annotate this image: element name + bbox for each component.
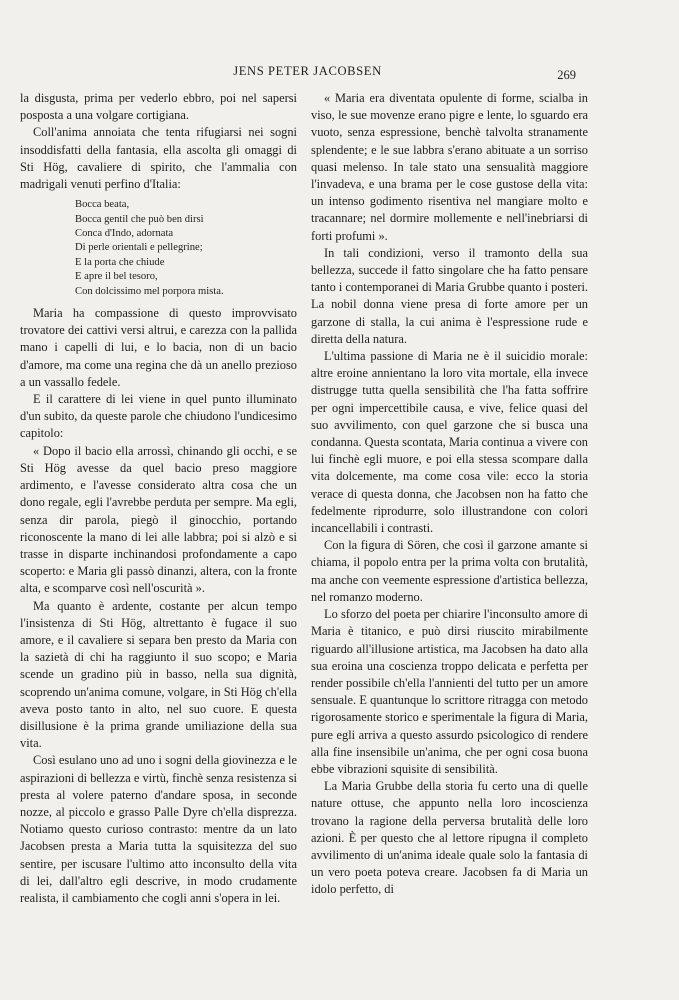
quoted-paragraph: « Maria era diventata opulente di forme, scialba in viso, le sue movenze erano pigre e lente, lo sguardo era vuoto, senza espressione, benchè talvolta stranamente splendente; e le sue labbra s'erano abituate a un sorriso quasi melenso. In tale stato una sensualità maggiore l'invadeva, e una brama per le cose gustose della vita: un intenso godimento risentiva nel mangiare molto e tracannare; nel dormire mollemente e nell'inebriarsi di forti profumi ».	[311, 91, 588, 243]
paragraph: L'ultima passione di Maria ne è il suicidio morale: altre eroine annientano la loro vita mortale, ella invece distrugge tutta quella sensibilità che l'ha fatta soffrire per ogni impercettibile causa, e vive, felice quasi del suo avvilimento, con quel garzone che si busca una condanna. Questa scontata, Maria continua a vivere con lui finchè egli muore, e poi ella stessa scompare dalla vita dolcemente, ma come cosa vile: ecco la storia verace di questa donna, che Jacobsen non ha fatto che fedelmente riprodurre, solo illustrandone con colori incancellabili i contrasti.	[311, 349, 588, 536]
left-column	[20, 90, 297, 907]
poem-line: Bocca beata,	[75, 199, 130, 211]
paragraph: Maria ha compassione di questo improvvisato trovatore dei cattivi versi altrui, e carezza con la pallida mano i capelli di lui, e lo bacia, non di un bacio d'amore, ma come una regina che dà un anello prezioso a un vassallo fedele.	[20, 306, 297, 389]
paragraph: Ma quanto è ardente, costante per alcun tempo l'insistenza di Sti Hög, altrettanto è fugace il suo amore, e il cavaliere si separa ben presto da Maria con la sazietà di chi ha raggiunto il suo scopo; e Maria scende un gradino più in basso, nella sua dignità, scoprendo un'anima comune, volgare, in Sti Hög ch'ella aveva posto tanto in alto, nel suo cuore. E questa disillusione è la prima grande umiliazione della sua vita.	[20, 598, 297, 751]
paragraph: la disgusta, prima per vederlo ebbro, poi nel sapersi posposta a una volgare cortigiana.	[20, 91, 297, 123]
paragraph: In tali condizioni, verso il tramonto della sua bellezza, succede il fatto singolare che ha fatto pensare tanto i contemporanei di Maria Grubbe quanto i posteri. La nobil donna viene presa di forte amore per un garzone di stalla, la cui anima è l'espressione rude e diretta della natura.	[311, 245, 588, 346]
quoted-paragraph: « Dopo il bacio ella arrossì, chinando gli occhi, e se Sti Hög avesse da quel bacio preso maggiore ardimento, e l'avesse considerato altra cosa che un dono regale, egli l'avrebbe perduta per sempre. Ma egli, senza dir parola, piegò il ginocchio, portando riconoscente la mano di lei alle labbra; poi si alzò e si trasse in disparte inchinandosi profondamente a capo scoperto: e Maria gli passò dinanzi, altera, con la fronte alta, e scomparve così nell'oscurità ».	[20, 443, 297, 596]
poem-line: Conca d'Indo, adornata	[75, 228, 174, 240]
paragraph: La Maria Grubbe della storia fu certo una di quelle nature ottuse, che appunto nella loro incoscienza trovano la ragione della perversa brutalità delle loro azioni. È per questo che al lettore ripugna il completo avvilimento di un'anima ideale quale solo la fantasia di un vero poeta poteva creare. Jacobsen fa di Maria un idolo perfetto, di	[311, 779, 588, 897]
poem-line: Con dolcissimo mel porpora mista.	[75, 285, 224, 297]
poem-line: Di perle orientali e pellegrine;	[75, 242, 203, 254]
right-column	[311, 90, 588, 899]
running-title: JENS PETER JACOBSEN	[233, 64, 382, 78]
paragraph: Così esulano uno ad uno i sogni della giovinezza e le aspirazioni di bellezza e virtù, finchè senza resistenza si presta al volere paterno d'andare sposa, in seconde nozze, al piccolo e grasso Palle Dyre ch'ella disprezza. Notiamo questo curioso contrasto: mentre da un lato Jacobsen presta a Maria tutta la squisitezza del suo sentire, per iscusare l'ultimo atto inconsulto della vita di lei, dall'altro egli descrive, in modo crudamente realista, il cambiamento che cogli anni s'opera in lei.	[20, 753, 297, 905]
paragraph: Lo sforzo del poeta per chiarire l'inconsulto amore di Maria è titanico, e può dirsi riuscito mirabilmente riguardo all'illusione artistica, ma Jacobsen ha dato alla sua eroina una coscienza troppo delicata e perfetta per render possibile ch'ella l'annienti del tutto per un amore sensuale. E quantunque lo scrittore ritragga con metodo rigorosamente storico e sperimentale la figura di Maria, pure egli arriva a questo assurdo psicologico di rendere alla fine insensibile un'anima, che per ogni cosa buona ebbe vibrazioni squisite di sensibilità.	[311, 607, 588, 776]
poem-line: E apre il bel tesoro,	[75, 271, 158, 283]
poem-line: E la porta che chiude	[75, 256, 165, 268]
paragraph: E il carattere di lei viene in quel punto illuminato d'un subito, da queste parole che chiudono l'undicesimo capitolo:	[20, 392, 297, 441]
page-number: 269	[557, 68, 576, 82]
paragraph: Coll'anima annoiata che tenta rifugiarsi nei sogni insoddisfatti della fantasia, ella ascolta gli omaggi di Sti Hög, cavaliere di spirito, che l'ammalia con madrigali venuti perfino d'Italia:	[20, 125, 297, 192]
poem-quote	[75, 198, 297, 299]
page-header	[0, 64, 679, 84]
poem-line: Bocca gentil che può ben dirsi	[75, 213, 204, 225]
paragraph: Con la figura di Sören, che così il garzone amante si chiama, il popolo entra per la prima volta con brutalità, ma anche con veemente espressione d'artistica bellezza, nel romanzo moderno.	[311, 538, 588, 604]
